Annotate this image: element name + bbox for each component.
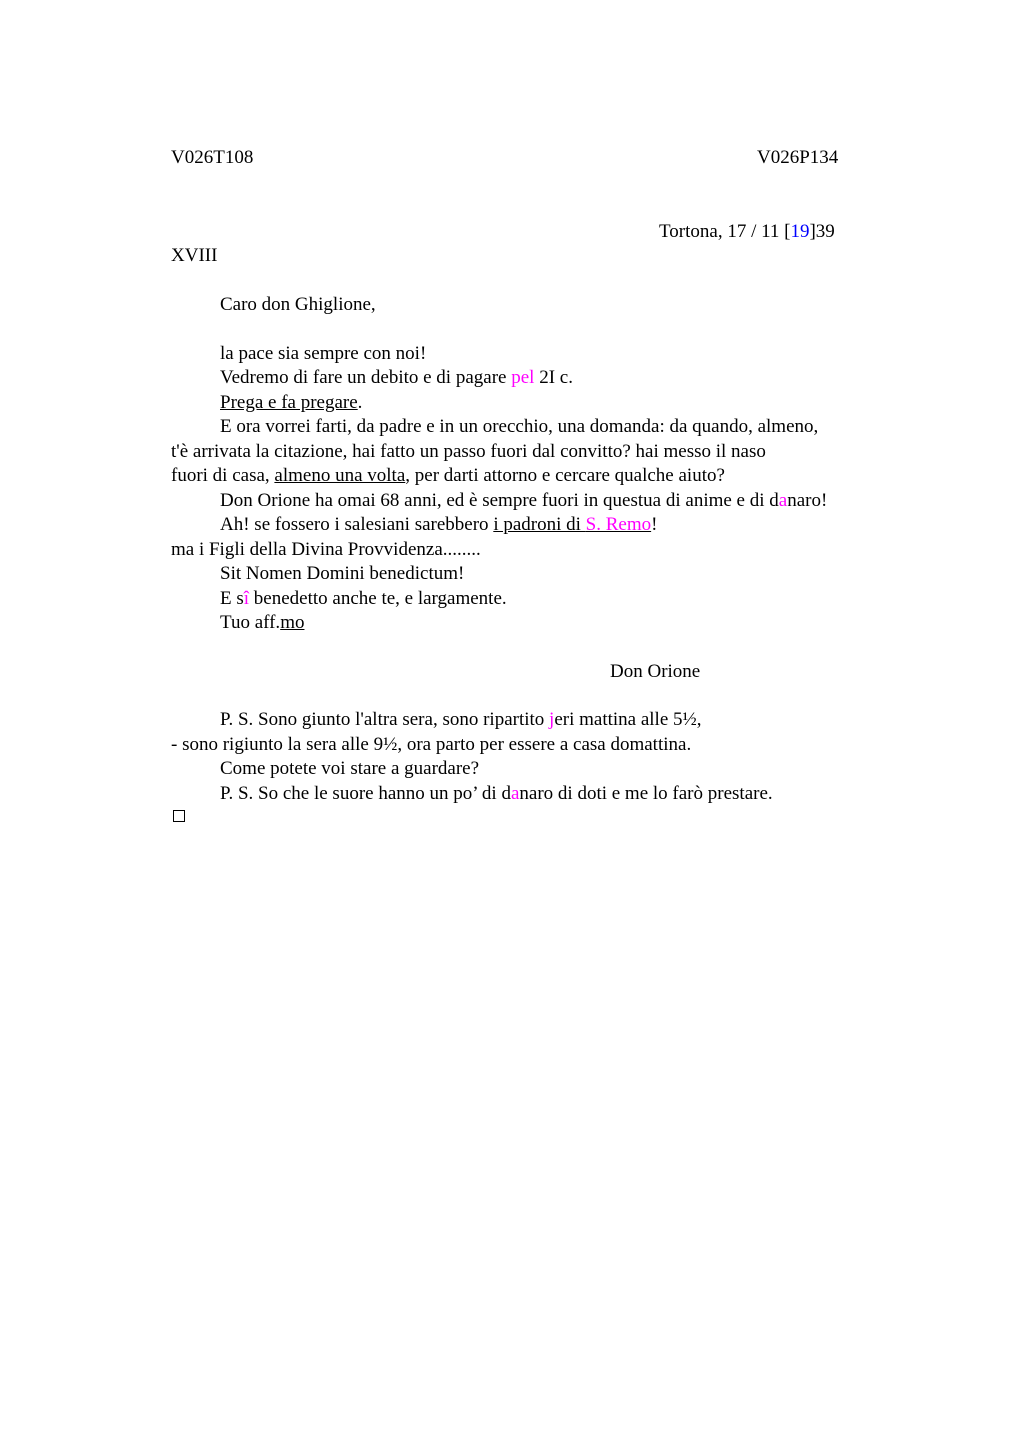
text-run: Don Orione ha omai 68 anni, ed è sempre fuori in questua di anime e di d [220, 490, 779, 511]
end-of-text-square-icon [173, 810, 185, 822]
dateline-suffix: ]39 [809, 221, 835, 242]
text-run: naro! [787, 490, 828, 511]
body-line [220, 587, 507, 611]
text-run: benedetto anche te, e largamente. [249, 588, 507, 609]
editorial-correction: a [778, 490, 788, 511]
body-line [220, 513, 657, 537]
text-run: i padroni di [493, 514, 586, 535]
body-line: la pace sia sempre con noi! [220, 343, 427, 364]
postscript-line [220, 782, 773, 806]
underlined-text [493, 514, 651, 535]
text-run: E s [220, 588, 244, 609]
body-line [171, 464, 725, 488]
text-run: Ah! se fossero i salesiani sarebbero [220, 514, 494, 535]
closing [220, 611, 304, 635]
text-run: 2I c. [534, 367, 573, 388]
body-line [220, 366, 573, 390]
page-code-right: V026P134 [757, 147, 839, 168]
body-line [220, 489, 827, 513]
underlined-text: Prega e fa pregare [220, 392, 358, 413]
text-run: Tuo aff. [220, 612, 281, 633]
text-run: . [357, 392, 363, 413]
editorial-correction: a [510, 783, 520, 804]
editorial-correction: î [243, 588, 250, 609]
body-line: t'è arrivata la citazione, hai fatto un passo fuori dal convitto? hai messo il naso [171, 441, 766, 462]
text-run: fuori di casa, [171, 465, 275, 486]
text-run: naro di doti e me lo farò prestare. [519, 783, 773, 804]
body-line: E ora vorrei farti, da padre e in un orecchio, una domanda: da quando, almeno, [220, 416, 819, 437]
underlined-text: mo [280, 612, 305, 633]
section-number: XVIII [171, 245, 218, 266]
dateline-century-editorial: 19 [790, 221, 810, 242]
editorial-correction: j [549, 709, 555, 730]
underlined-text: almeno una volta [274, 465, 406, 486]
postscript-line [220, 708, 702, 732]
text-run: eri mattina alle 5½, [554, 709, 702, 730]
body-line: ma i Figli della Divina Provvidenza........ [171, 539, 481, 560]
document-code-left: V026T108 [171, 147, 254, 168]
salutation: Caro don Ghiglione, [220, 294, 376, 315]
text-run: P. S. Sono giunto l'altra sera, sono ripartito [220, 709, 550, 730]
dateline [659, 220, 835, 244]
body-line [220, 391, 362, 415]
postscript-line: - sono rigiunto la sera alle 9½, ora parto per essere a casa domattina. [171, 734, 692, 755]
body-line: Sit Nomen Domini benedictum! [220, 563, 465, 584]
signature: Don Orione [610, 661, 701, 682]
text-run: Vedremo di fare un debito e di pagare [220, 367, 512, 388]
editorial-correction: pel [511, 367, 535, 388]
text-run: ! [651, 514, 658, 535]
postscript-line: Come potete voi stare a guardare? [220, 758, 480, 779]
dateline-prefix: Tortona, 17 / 11 [ [659, 221, 791, 242]
text-run: P. S. So che le suore hanno un po’ di d [220, 783, 511, 804]
text-run: , per darti attorno e cercare qualche aiuto? [405, 465, 725, 486]
editorial-correction: S. Remo [585, 514, 652, 535]
